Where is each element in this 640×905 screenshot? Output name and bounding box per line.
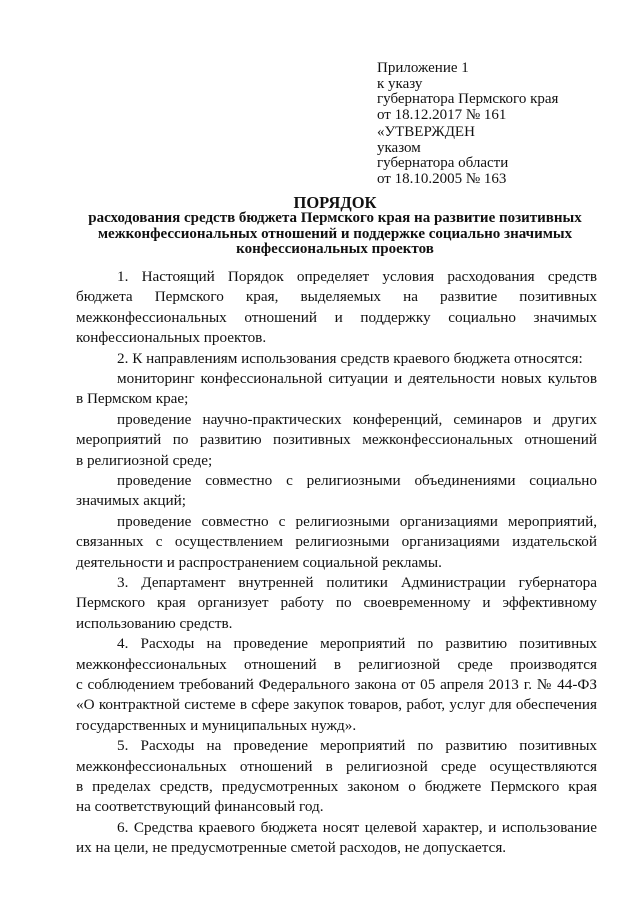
document-subtitle [72, 211, 598, 258]
paragraph-1-line: конфессиональных проектов. [76, 329, 267, 347]
paragraph-4-line: государственных и муниципальных нужд». [76, 716, 357, 734]
paragraph-5-line: 5. Расходы на проведение мероприятий по развитию позитивных [117, 737, 597, 755]
paragraph-2-item: в религиозной среде; [76, 451, 213, 469]
paragraph-5-line: межконфессиональных отношений в религиозной среде осуществляются [76, 757, 597, 775]
annex-line: от 18.12.2017 № 161 [377, 106, 507, 123]
paragraph-2-item: значимых акций; [76, 492, 186, 510]
annex-reference [377, 61, 558, 123]
paragraph-2-item: мониторинг конфессиональной ситуации и деятельности новых культов [117, 370, 597, 387]
paragraph-2-item: проведение совместно с религиозными организациями мероприятий, [117, 512, 597, 530]
approval-line: указом [377, 139, 421, 156]
paragraph-5-line: на соответствующий финансовый год. [76, 798, 324, 816]
paragraph-3-line: 3. Департамент внутренней политики Администрации губернатора [117, 574, 597, 591]
paragraph-6-line: их на цели, не предусмотренные сметой расходов, не допускается. [76, 839, 507, 857]
paragraph-6-line: 6. Средства краевого бюджета носят целевой характер, и использование [117, 818, 597, 836]
paragraph-4-line: с соблюдением требований Федерального закона от 05 апреля 2013 г. № 44-ФЗ [76, 676, 597, 693]
annex-line: губернатора Пермского края [377, 91, 559, 107]
annex-line: Приложение 1 [377, 60, 469, 76]
paragraph-1-line: межконфессиональных отношений и поддержку социально значимых [76, 308, 597, 326]
annex-line: к указу [377, 75, 423, 92]
paragraph-2-item: мероприятий по развитию позитивных межконфессиональных отношений [76, 431, 597, 449]
paragraph-4-line: «О контрактной системе в сфере закупок товаров, работ, услуг для обеспечения [76, 696, 597, 714]
paragraph-2-item: в Пермском крае; [76, 390, 189, 408]
subtitle-line: расходования средств бюджета Пермского края на развитие позитивных [88, 210, 582, 226]
subtitle-line: межконфессиональных отношений и поддержке социально значимых [97, 225, 573, 242]
document-title: ПОРЯДОК [293, 193, 377, 212]
subtitle-line: конфессиональных проектов [236, 241, 434, 257]
paragraph-4-line: межконфессиональных отношений в религиозной среде производятся [76, 655, 597, 673]
paragraph-2-item: связанных с осуществлением религиозными организациями издательской [76, 533, 597, 551]
approval-line: губернатора области [377, 155, 509, 171]
approval-line: от 18.10.2005 № 163 [377, 170, 507, 187]
paragraph-1-line: 1. Настоящий Порядок определяет условия расходования средств [117, 268, 597, 285]
paragraph-4-line: 4. Расходы на проведение мероприятий по развитию позитивных [117, 635, 597, 653]
paragraph-2-item: деятельности и распространением социальной рекламы. [76, 553, 442, 571]
approval-stamp [377, 125, 508, 187]
approval-line: «УТВЕРЖДЕН [377, 124, 475, 140]
paragraph-5-line: в пределах средств, предусмотренных законом о бюджете Пермского края [76, 778, 597, 795]
paragraph-3-line: использованию средств. [76, 614, 233, 632]
paragraph-1-line: бюджета Пермского края, выделяемых на развитие позитивных [76, 288, 597, 306]
paragraph-2-line: 2. К направлениям использования средств краевого бюджета относятся: [117, 349, 583, 367]
paragraph-2-item: проведение научно-практических конференций, семинаров и других [117, 410, 597, 428]
paragraph-2-item: проведение совместно с религиозными объединениями социально [117, 472, 597, 489]
paragraph-3-line: Пермского края организует работу по своевременному и эффективному [76, 594, 597, 612]
